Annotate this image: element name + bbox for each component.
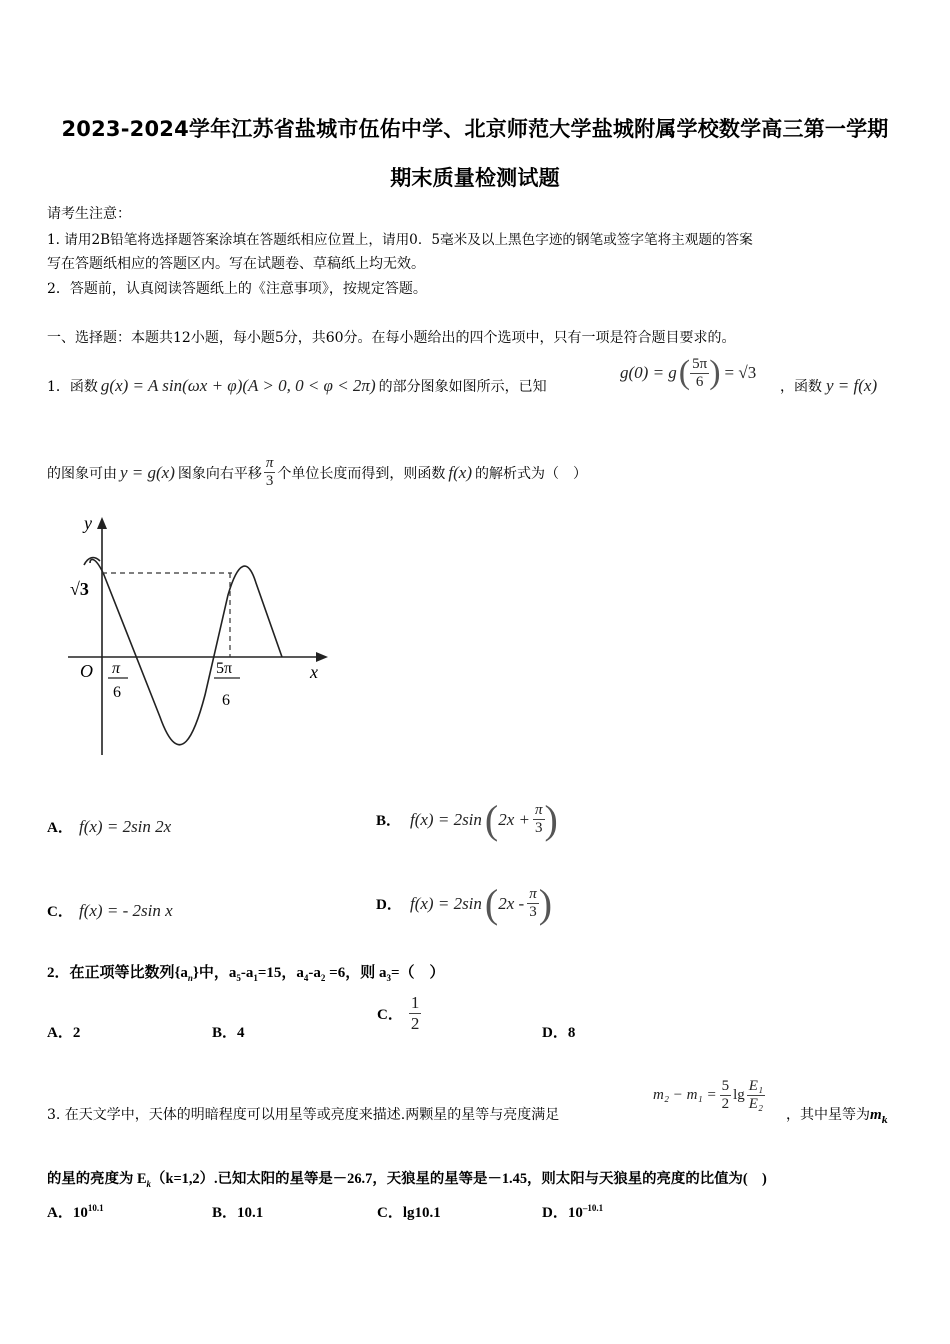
q2-option-c[interactable] [377, 993, 421, 1034]
q1-line2-c: 个单位长度而得到，则函数 [277, 465, 446, 482]
q1-option-d-inner: 2x - [498, 893, 525, 913]
q3-line2-rest: （k=1,2）.已知太阳的星等是－26.7，天狼星的星等是－1.45，则太阳与天狼星的亮度的比值为( ) [151, 1171, 767, 1187]
page-title-line1: 2023-2024学年江苏省盐城市伍佑中学、北京师范大学盐城附属学校数学高三第一学期 [61, 117, 889, 141]
sine-curve [90, 559, 282, 744]
q3-formula-ratio-num: E₁ [748, 1078, 764, 1094]
q2-stem-f: =6，则 a [325, 965, 387, 981]
q1-cond-rhs: = √3 [724, 363, 757, 382]
q3-formula-coef-den: 2 [721, 1096, 730, 1112]
q3-stem-line2 [47, 1167, 767, 1189]
y-axis-label: y [84, 513, 92, 533]
q3-option-a-base: A．10 [47, 1205, 88, 1221]
q1-option-d-pre: f(x) = 2sin [410, 893, 482, 913]
q3-tail-text: ，其中星等为 [786, 1107, 870, 1123]
q1-option-d-rparen: ) [538, 881, 553, 926]
q1-y-eq-fx: y = f(x) [826, 376, 878, 395]
q1-cond-lparen: ( [678, 354, 691, 391]
q1-fx: f(x) [448, 462, 472, 482]
y-axis-arrow [97, 517, 107, 529]
q1-option-b-den: 3 [535, 820, 543, 836]
q1-option-d-fraction [527, 886, 539, 921]
q2-sub-4: 4 [303, 973, 309, 983]
q1-option-d-den: 3 [529, 904, 537, 920]
q1-cond-lhs: g(0) = g [620, 363, 677, 382]
q1-option-b-rparen: ) [544, 797, 558, 842]
q1-shift-fraction [264, 455, 276, 490]
q3-stem-line1: 3. 在天文学中，天体的明暗程度可以用星等或亮度来描述.两颗星的星等与亮度满足 [47, 1107, 560, 1123]
q3-line2-a: 的星的亮度为 E [47, 1171, 147, 1187]
q1-cond-numerator: 5π [692, 355, 708, 372]
q1-line2-b: 图象向右平移 [177, 465, 262, 482]
q3-formula-ratio [747, 1078, 765, 1113]
q1-tail-text: ，函数 [780, 379, 822, 395]
q2-option-d[interactable]: D．8 [542, 1025, 576, 1041]
q3-option-c[interactable]: C．lg10.1 [377, 1205, 441, 1221]
x-axis-label: x [310, 662, 318, 682]
q2-stem-e: -a [308, 965, 321, 981]
notice-item1-line1: 1. 请用2B铅笔将选择题答案涂填在答题纸相应位置上，请用0．5毫米及以上黑色字迹的钢笔或签字笔将主观题的答案 [47, 232, 753, 248]
q3-formula-lg: lg [733, 1087, 745, 1103]
q3-mk-sub: k [881, 1115, 888, 1126]
q1-option-b-pre: f(x) = 2sin [410, 809, 482, 829]
page-title-line2: 期末质量检测试题 [390, 166, 560, 190]
q3-option-d-exp: –10.1 [582, 1203, 604, 1213]
q2-option-c-num: 1 [410, 993, 420, 1012]
q1-g-definition: g(x) = A sin(ωx + φ)(A > 0, 0 < φ < 2π) [100, 376, 376, 395]
q3-formula-ratio-den: E₂ [748, 1096, 764, 1112]
notice-heading: 请考生注意： [47, 206, 131, 222]
q3-option-d[interactable] [542, 1201, 603, 1222]
q1-condition [620, 354, 756, 392]
tick-pi-six-den: 6 [113, 684, 121, 701]
q1-option-a-label: A． [47, 820, 73, 836]
q1-option-c-expr: f(x) = - 2sin x [79, 900, 173, 920]
q1-option-b-fraction [533, 802, 545, 837]
q3-option-a-exp: 10.1 [87, 1203, 104, 1213]
q1-option-d-label: D． [376, 897, 402, 913]
q1-option-d-num: π [529, 886, 537, 902]
notice-item2: 2．答题前，认真阅读答题纸上的《注意事项》，按规定答题。 [47, 281, 427, 297]
q1-option-b-label: B． [376, 813, 402, 829]
q1-option-c[interactable] [47, 900, 173, 921]
x-axis-arrow [316, 652, 328, 662]
q3-formula-coef-num: 5 [721, 1078, 730, 1094]
q1-sine-graph [60, 505, 340, 765]
tick-pi-six-num: π [112, 660, 121, 677]
q1-option-c-label: C． [47, 904, 73, 920]
q2-option-a[interactable]: A．2 [47, 1025, 81, 1041]
q1-option-b-inner: 2x + [498, 809, 531, 829]
q3-stem-line1-tail [786, 1104, 888, 1126]
q1-stem-line1-tail [780, 376, 877, 396]
q1-cond-rparen: ) [709, 354, 721, 391]
q3-formula-lhs: m₂ − m₁ = [653, 1087, 717, 1103]
q3-line2-k: k [146, 1178, 152, 1189]
q1-line2-d: 的解析式为（ ） [475, 465, 587, 482]
q1-option-a-expr: f(x) = 2sin 2x [79, 816, 172, 836]
q3-formula [653, 1078, 765, 1113]
q3-formula-coef [720, 1078, 732, 1113]
q1-y-eq-gx: y = g(x) [120, 462, 175, 482]
q2-stem-b: }中，a [192, 965, 237, 981]
q2-stem-c: -a [240, 965, 254, 981]
q2-option-c-den: 2 [410, 1014, 420, 1033]
q1-shift-numerator: π [265, 455, 274, 471]
q2-sub-5: 5 [236, 973, 241, 983]
q2-stem-a: 2．在正项等比数列{a [47, 965, 188, 981]
q2-sub-2: 2 [320, 973, 326, 983]
q1-line2-a: 的图象可由 [47, 465, 117, 482]
q1-cond-fraction [690, 356, 709, 391]
q3-option-d-base: D．10 [542, 1205, 583, 1221]
q2-option-c-fraction [409, 993, 422, 1034]
q1-option-d-lparen: ( [484, 881, 499, 926]
q3-option-a[interactable] [47, 1201, 104, 1222]
q1-option-b-num: π [535, 802, 543, 818]
q1-number: 1．函数 [47, 379, 98, 395]
q1-option-d[interactable] [376, 880, 552, 927]
q2-sub-1: 1 [253, 973, 258, 983]
origin-label: O [80, 661, 93, 681]
q2-option-c-label: C． [377, 1007, 403, 1023]
tick-five-pi-six-num: 5π [216, 660, 233, 677]
tick-five-pi-six-den: 6 [222, 692, 230, 709]
sqrt3-label: √3 [70, 579, 89, 599]
q3-mk: m [870, 1107, 882, 1123]
q1-shift-denominator: 3 [265, 473, 274, 489]
section-heading: 一、选择题：本题共12小题，每小题5分，共60分。在每小题给出的四个选项中，只有一项是符合题目要求的。 [47, 330, 736, 346]
q1-option-b[interactable] [376, 796, 558, 843]
q1-stem-line2 [47, 455, 587, 490]
q2-option-b[interactable]: B．4 [212, 1025, 245, 1041]
q2-stem [47, 961, 445, 983]
q2-sub-3: 3 [386, 973, 391, 983]
q2-stem-g: =（ ） [390, 965, 445, 981]
q1-cond-denominator: 6 [695, 373, 704, 390]
q2-sub-n: n [187, 973, 193, 983]
notice-item1-line2: 写在答题纸相应的答题区内。写在试题卷、草稿纸上均无效。 [47, 256, 425, 272]
q1-stem-line1 [47, 376, 547, 396]
q1-option-a[interactable] [47, 816, 171, 837]
q2-stem-d: =15，a [257, 965, 304, 981]
q1-option-b-lparen: ( [484, 797, 499, 842]
q3-option-b[interactable]: B．10.1 [212, 1205, 264, 1221]
q1-known-text: 的部分图象如图所示，已知 [378, 379, 547, 395]
